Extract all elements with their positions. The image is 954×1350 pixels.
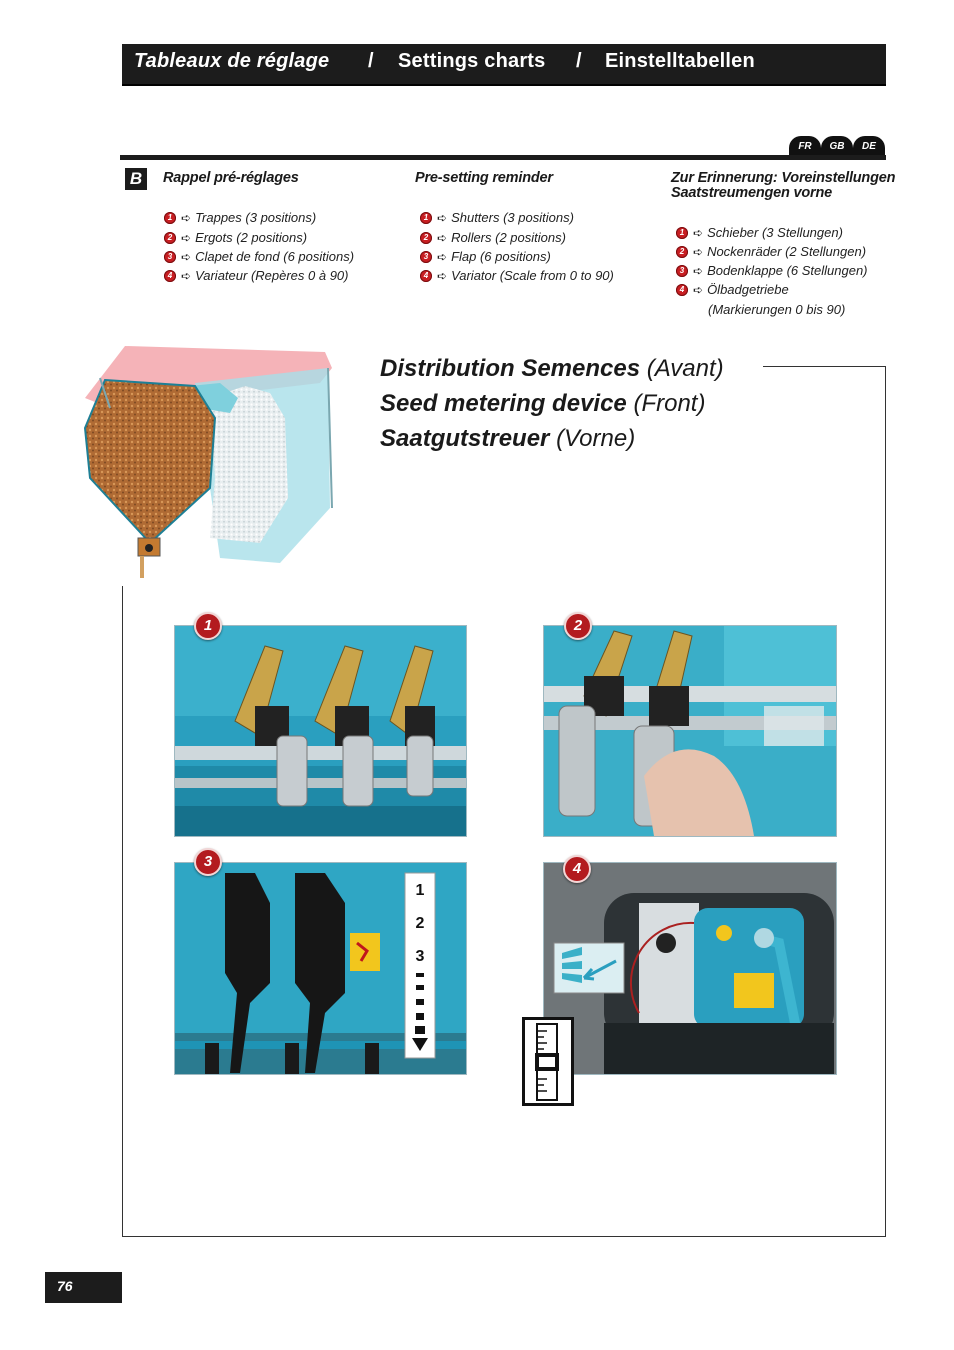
hopper-illustration bbox=[70, 338, 340, 583]
column-title-fr: Rappel pré-réglages bbox=[163, 170, 299, 186]
number-badge: 4 bbox=[420, 270, 432, 282]
scale-gauge-icon bbox=[522, 1017, 574, 1106]
list-item: 1 ➪ Trappes (3 positions) bbox=[164, 210, 316, 225]
main-title-en: Seed metering device (Front) bbox=[380, 390, 706, 417]
column-title-de-line1: Zur Erinnerung: Voreinstellungen bbox=[671, 170, 896, 186]
frame-line-bottom bbox=[122, 1236, 886, 1237]
scale-number-1: 1 bbox=[415, 882, 425, 899]
list-item: 3 ➪ Bodenklappe (6 Stellungen) bbox=[676, 263, 868, 278]
arrow-icon: ➪ bbox=[181, 268, 192, 283]
header-title-fr: Tableaux de réglage bbox=[134, 50, 330, 72]
scale-number-2: 2 bbox=[415, 915, 425, 932]
photo-rollers bbox=[543, 625, 837, 837]
number-badge: 2 bbox=[164, 232, 176, 244]
scale-number-3: 3 bbox=[415, 948, 425, 965]
list-item: 2 ➪ Nockenräder (2 Stellungen) bbox=[676, 244, 866, 259]
photo-shutters bbox=[174, 625, 467, 837]
header-separator: / bbox=[576, 50, 582, 72]
rollers-photo-art bbox=[544, 626, 836, 836]
number-badge: 4 bbox=[164, 270, 176, 282]
arrow-icon: ➪ bbox=[181, 230, 192, 245]
main-title-de: Saatgutstreuer (Vorne) bbox=[380, 425, 636, 452]
variator-photo-art bbox=[544, 863, 836, 1074]
page-number: 76 bbox=[45, 1272, 122, 1303]
arrow-icon: ➪ bbox=[693, 282, 704, 297]
main-title-fr: Distribution Semences (Avant) bbox=[380, 355, 724, 382]
frame-line-top bbox=[763, 366, 886, 367]
flap-photo-art bbox=[175, 863, 466, 1074]
number-badge: 1 bbox=[164, 212, 176, 224]
list-item: 3 ➪ Flap (6 positions) bbox=[420, 249, 551, 264]
lang-tab-de: DE bbox=[853, 136, 885, 156]
arrow-icon: ➪ bbox=[693, 244, 704, 259]
arrow-icon: ➪ bbox=[693, 225, 704, 240]
arrow-icon: ➪ bbox=[181, 249, 192, 264]
list-item: 1 ➪ Shutters (3 positions) bbox=[420, 210, 574, 225]
number-badge: 2 bbox=[420, 232, 432, 244]
number-badge: 2 bbox=[676, 246, 688, 258]
photo-badge-1: 1 bbox=[194, 612, 222, 640]
photo-flap bbox=[174, 862, 467, 1075]
column-title-de-line2: Saatstreumengen vorne bbox=[671, 185, 832, 201]
list-item: 3 ➪ Clapet de fond (6 positions) bbox=[164, 249, 354, 264]
list-item: 2 ➪ Rollers (2 positions) bbox=[420, 230, 566, 245]
number-badge: 3 bbox=[420, 251, 432, 263]
lang-tab-gb: GB bbox=[821, 136, 853, 156]
arrow-icon: ➪ bbox=[437, 230, 448, 245]
list-item-continuation: (Markierungen 0 bis 90) bbox=[708, 302, 846, 317]
column-title-en: Pre-setting reminder bbox=[415, 170, 553, 186]
number-badge: 1 bbox=[676, 227, 688, 239]
frame-line-right bbox=[885, 366, 886, 1237]
list-item: 2 ➪ Ergots (2 positions) bbox=[164, 230, 307, 245]
section-rule bbox=[120, 155, 886, 160]
arrow-icon: ➪ bbox=[437, 210, 448, 225]
frame-line-left bbox=[122, 586, 123, 1237]
photo-variator bbox=[543, 862, 837, 1075]
list-item: 4 ➪ Variateur (Repères 0 à 90) bbox=[164, 268, 349, 283]
number-badge: 3 bbox=[676, 265, 688, 277]
shutters-photo-art bbox=[175, 626, 466, 836]
number-badge: 1 bbox=[420, 212, 432, 224]
section-letter: B bbox=[125, 168, 147, 190]
list-item: 1 ➪ Schieber (3 Stellungen) bbox=[676, 225, 843, 240]
header-title-en: Settings charts bbox=[398, 50, 546, 72]
number-badge: 4 bbox=[676, 284, 688, 296]
header-bar bbox=[122, 44, 886, 86]
photo-badge-2: 2 bbox=[564, 612, 592, 640]
arrow-icon: ➪ bbox=[437, 249, 448, 264]
arrow-icon: ➪ bbox=[437, 268, 448, 283]
header-separator: / bbox=[368, 50, 374, 72]
number-badge: 3 bbox=[164, 251, 176, 263]
photo-badge-4: 4 bbox=[563, 855, 591, 883]
arrow-icon: ➪ bbox=[693, 263, 704, 278]
lang-tab-fr: FR bbox=[789, 136, 821, 156]
header-title-de: Einstelltabellen bbox=[605, 50, 755, 72]
arrow-icon: ➪ bbox=[181, 210, 192, 225]
list-item: 4 ➪ Variator (Scale from 0 to 90) bbox=[420, 268, 614, 283]
list-item: 4 ➪ Ölbadgetriebe bbox=[676, 282, 789, 297]
photo-badge-3: 3 bbox=[194, 848, 222, 876]
